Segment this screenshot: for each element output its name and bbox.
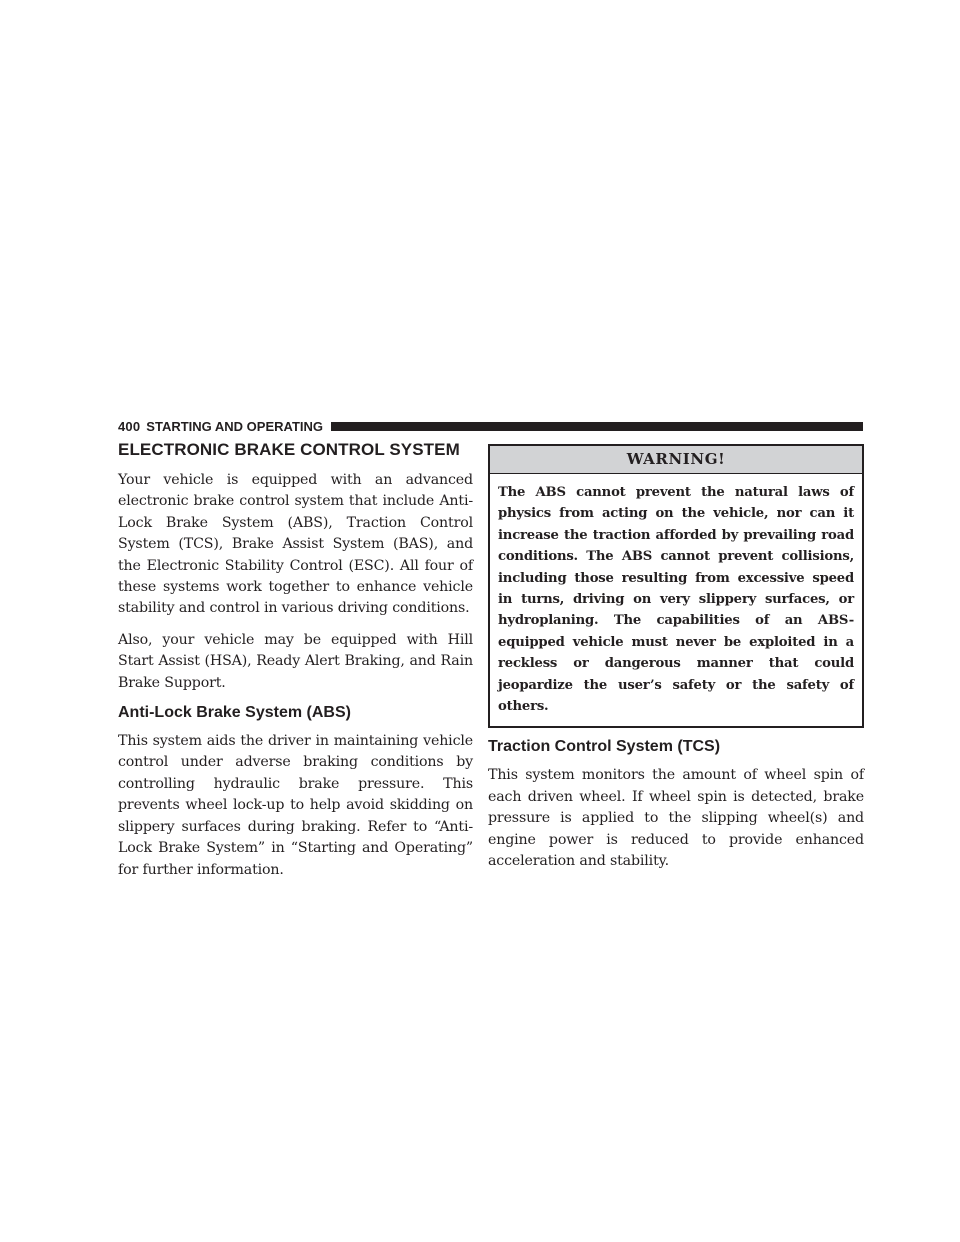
abs-paragraph: This system aids the driver in maintaining vehicle control under adverse braking conditions by controlling hydraulic brake pressure. This prevents wheel lock-up to help avoid skidding on slippery surfaces during braking. Refer to “Anti-Lock Brake System” in “Starting and Operating” for further information. [118,733,473,878]
tcs-heading: Traction Control System (TCS) [488,738,721,756]
intro-paragraph: Your vehicle is equipped with an advanced electronic brake control system that include Anti-Lock Brake System (ABS), Traction Control System (TCS), Brake Assist System (BAS), and the Electronic Stability Control (ESC). All four of these systems work together to enhance vehicle stability and control in various driving conditions. [118,472,473,617]
tcs-paragraph: This system monitors the amount of wheel spin of each driven wheel. If wheel spin is detected, brake pressure is applied to the slipping wheel(s) and engine power is reduced to provide enhanced acceleration and stability. [488,767,864,870]
warning-text: The ABS cannot prevent the natural laws of physics from acting on the vehicle, nor can it increase the traction afforded by prevailing road conditions. The ABS cannot prevent collisions, including those resulting from excessive speed in turns, driving on very slippery surfaces, or hydroplaning. The capabilities of an ABS-equipped vehicle must never be exploited in a reckless or dangerous manner that could jeopardize the user’s safety or the safety of others. [498,485,854,715]
section-title: STARTING AND OPERATING [146,418,323,434]
right-column [488,444,864,883]
page-number: 400 [118,418,141,434]
also-paragraph: Also, your vehicle may be equipped with Hill Start Assist (HSA), Ready Alert Braking, and Rain Brake Support. [118,631,473,691]
warning-title: WARNING! [490,446,862,474]
left-column [118,440,473,891]
abs-heading: Anti-Lock Brake System (ABS) [118,704,351,722]
header-rule [331,422,863,431]
page-header [118,418,863,434]
warning-box [488,444,864,728]
main-heading: ELECTRONIC BRAKE CONTROL SYSTEM [118,440,460,459]
